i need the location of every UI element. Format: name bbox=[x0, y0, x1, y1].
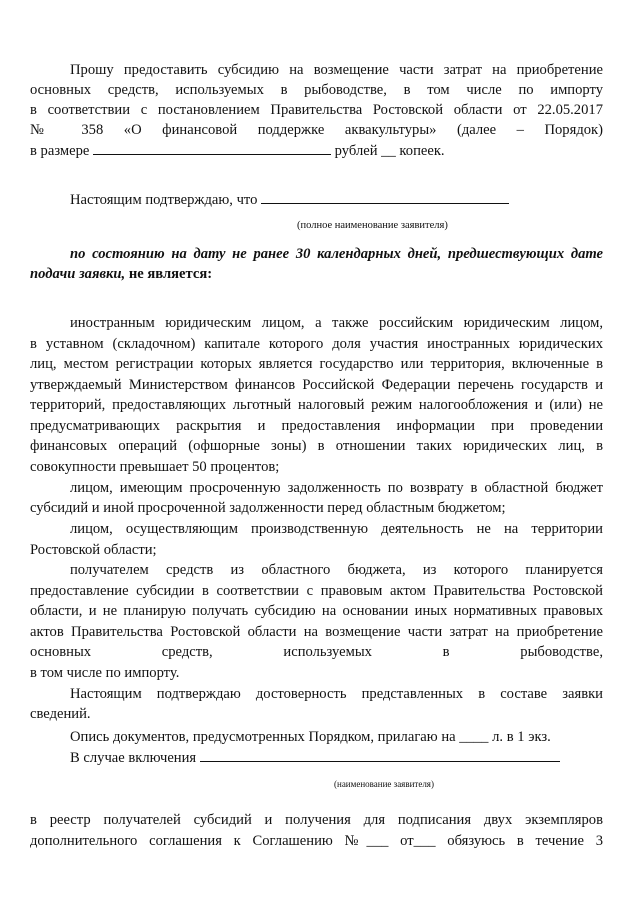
reliability-line-2: сведений. bbox=[30, 706, 91, 722]
intro-line-5 bbox=[30, 141, 603, 162]
condition-3-line-1: лицом, осуществляющим производственную деятельность не на территории bbox=[70, 521, 603, 537]
condition-1-line-8: совокупности превышает 50 процентов; bbox=[30, 459, 280, 475]
amount-rubles-field[interactable] bbox=[93, 141, 331, 155]
rubles-label: рублей bbox=[334, 143, 378, 159]
status-line-2 bbox=[30, 264, 603, 285]
condition-2-line-1: лицом, имеющим просроченную задолженность по возврату в областной бюджет bbox=[70, 480, 603, 496]
condition-4-line-2: предоставление субсидии в соответствии с правовым актом Правительства Ростовской bbox=[30, 583, 603, 599]
applicant-name-caption: (наименование заявителя) bbox=[334, 779, 434, 789]
intro-line-3: в соответствии с постановлением Правительства Ростовской области от 22.05.2017 bbox=[30, 102, 603, 118]
registry-line-1: в реестр получателей субсидий и получения для подписания двух экземпляров bbox=[30, 812, 603, 828]
intro-line-4: № 358 «О финансовой поддержке аквакультуры» (далее – Порядок) bbox=[30, 122, 603, 138]
applicant-full-name-field[interactable] bbox=[261, 190, 509, 204]
inventory-copies-text: л. в 1 экз. bbox=[492, 729, 551, 745]
condition-1-line-3: лиц, местом регистрации которых является государство или территория, включенные в bbox=[30, 356, 603, 372]
condition-4-line-5: основных средств, используемых в рыбоводстве, bbox=[30, 644, 603, 660]
amount-label: в размере bbox=[30, 143, 90, 159]
condition-1-line-1: иностранным юридическим лицом, а также российским юридическим лицом, bbox=[70, 315, 603, 331]
inventory-line bbox=[30, 727, 603, 748]
confirm-text: Настоящим подтверждаю, что bbox=[70, 192, 258, 208]
condition-4-line-1: получателем средств из областного бюджета, из которого планируется bbox=[70, 562, 603, 578]
condition-1-line-4: утверждаемый Министерством финансов Российской Федерации перечень государств и bbox=[30, 377, 603, 393]
status-line-1: по состоянию на дату не ранее 30 календарных дней, предшествующих дате bbox=[70, 246, 603, 262]
status-italic-tail: подачи заявки, bbox=[30, 266, 126, 282]
applicant-full-name-caption: (полное наименование заявителя) bbox=[297, 220, 448, 231]
kopecks-label: копеек. bbox=[399, 143, 445, 159]
confirm-line bbox=[30, 190, 603, 211]
condition-1-line-6: предусматривающих раскрытия и предоставления информации при проведении bbox=[30, 418, 603, 434]
condition-2-line-2: субсидий и иной просроченной задолженности перед областным бюджетом; bbox=[30, 500, 506, 516]
applicant-name-field[interactable] bbox=[200, 748, 560, 762]
intro-line-1: Прошу предоставить субсидию на возмещение части затрат на приобретение bbox=[70, 62, 603, 78]
reliability-line-1: Настоящим подтверждаю достоверность представленных в составе заявки bbox=[70, 686, 603, 702]
inclusion-line bbox=[30, 748, 603, 769]
condition-1-line-7: финансовых операций (офшорные зоны) в отношении таких юридических лиц, в bbox=[30, 438, 603, 454]
status-bold-tail: не является: bbox=[125, 266, 213, 282]
registry-line-2: дополнительного соглашения к Соглашению №___ от___ обязуюсь в течение 3 bbox=[30, 833, 603, 849]
condition-1-line-2: в уставном (складочном) капитале которого доля участия иностранных юридических bbox=[30, 336, 603, 352]
condition-4-line-4: актов Правительства Ростовской области на возмещение части затрат на приобретение bbox=[30, 624, 603, 640]
condition-4-line-6: в том числе по импорту. bbox=[30, 665, 180, 681]
inventory-pages-field[interactable]: ____ bbox=[459, 729, 489, 745]
condition-1-line-5: территорий, предоставляющих льготный налоговый режим налогообложения и (или) не bbox=[30, 397, 603, 413]
kopecks-field[interactable]: __ bbox=[381, 143, 396, 159]
inclusion-text: В случае включения bbox=[70, 750, 197, 766]
intro-line-2: основных средств, используемых в рыбоводстве, в том числе по импорту bbox=[30, 82, 603, 98]
inventory-text: Опись документов, предусмотренных Порядком, прилагаю на bbox=[70, 729, 456, 745]
condition-4-line-3: области, и не планирую получать субсидию на основании иных нормативных правовых bbox=[30, 603, 603, 619]
condition-3-line-2: Ростовской области; bbox=[30, 542, 157, 558]
